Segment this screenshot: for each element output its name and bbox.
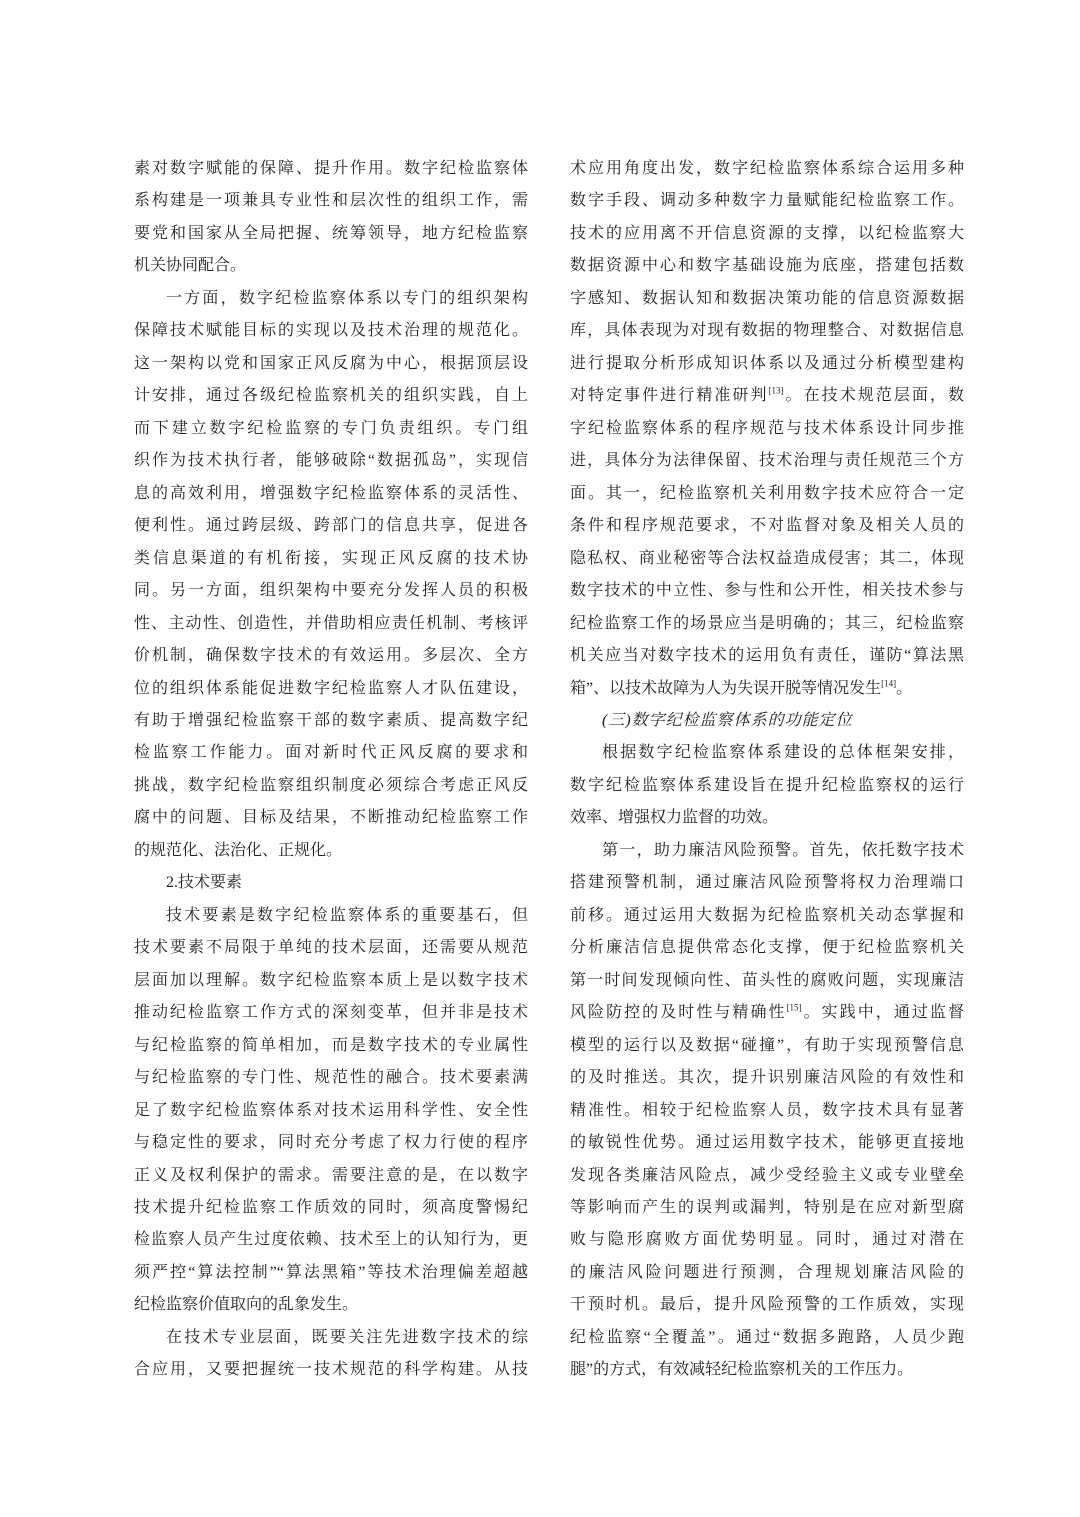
- text-line: 而下建立数字纪检监察的专门负责组织。专门组: [134, 419, 528, 437]
- text-line: 价机制，确保数字技术的有效运用。多层次、全方: [134, 647, 528, 665]
- text-line: 字感知、数据认知和数据决策功能的信息资源数据: [570, 289, 964, 307]
- text-line: 与稳定性的要求，同时充分考虑了权力行使的程序: [134, 1134, 528, 1152]
- text-line: 性、主动性、创造性，并借助相应责任机制、考核评: [134, 614, 528, 632]
- text-line: 便利性。通过跨层级、跨部门的信息共享，促进各: [134, 517, 528, 535]
- text-line: 隐私权、商业秘密等合法权益造成侵害；其二，体现: [570, 549, 964, 567]
- text-line: 进行提取分析形成知识体系以及通过分析模型建构: [570, 354, 964, 372]
- text-line: 术应用角度出发，数字纪检监察体系综合运用多种: [570, 160, 964, 177]
- text-line: 挑战，数字纪检监察组织制度必须综合考虑正风反: [134, 776, 528, 794]
- text-line: 数据资源中心和数字基础设施为底座，搭建包括数: [570, 257, 964, 275]
- text-line: 一方面，数字纪检监察体系以专门的组织架构: [166, 289, 528, 307]
- text-line: 搭建预警机制，通过廉洁风险预警将权力治理端口: [570, 874, 964, 892]
- text-line: 层面加以理解。数字纪检监察本质上是以数字技术: [134, 971, 528, 989]
- text-line: 在技术专业层面，既要关注先进数字技术的综: [166, 1328, 528, 1346]
- text-line: 的廉洁风险问题进行预测，合理规划廉洁风险的: [570, 1263, 964, 1281]
- text-line: 数字纪检监察体系建设旨在提升纪检监察权的运行: [570, 776, 964, 794]
- text-line: 有助于增强纪检监察干部的数字素质、提高数字纪: [134, 711, 528, 729]
- text-line: 这一架构以党和国家正风反腐为中心，根据顶层设: [134, 354, 528, 372]
- text-line: 模型的运行以及数据“碰撞”，有助于实现预警信息: [570, 1036, 964, 1054]
- text-line: 前移。通过运用大数据为纪检监察机关动态掌握和: [570, 906, 964, 924]
- text-line: 效率、增强权力监督的功效。: [570, 809, 779, 827]
- text-line: 数字手段、调动多种数字力量赋能纪检监察工作。: [570, 192, 964, 210]
- text-line: 的及时推送。其次，提升识别廉洁风险的有效性和: [570, 1069, 964, 1087]
- text-line: 技术提升纪检监察工作质效的同时，须高度警惕纪: [134, 1199, 528, 1216]
- text-line: 与纪检监察的专门性、规范性的融合。技术要素满: [134, 1069, 528, 1087]
- text-line: 合应用，又要把握统一技术规范的科学构建。从技: [134, 1361, 528, 1379]
- text-line: 机关协同配合。: [134, 257, 247, 275]
- subsection-heading-line: (三)数字纪检监察体系的功能定位: [602, 711, 853, 729]
- text-line: 素对数字赋能的保障、提升作用。数字纪检监察体: [134, 160, 528, 177]
- text-line: 风险防控的及时性与精确性[15]。实践中，通过监督: [570, 1002, 964, 1022]
- text-line: 第一时间发现倾向性、苗头性的腐败问题，实现廉洁: [570, 971, 964, 989]
- text-line: 纪检监察价值取向的乱象发生。: [134, 1296, 359, 1314]
- text-line: 纪检监察“全覆盖”。通过“数据多跑路，人员少跑: [570, 1328, 964, 1346]
- text-line: 位的组织体系能促进数字纪检监察人才队伍建设，: [134, 679, 528, 697]
- text-line: 息的高效利用，增强数字纪检监察体系的灵活性、: [134, 484, 528, 502]
- text-line: 根据数字纪检监察体系建设的总体框架安排，: [602, 744, 964, 762]
- footnote-ref: [15]: [786, 1002, 802, 1013]
- text-line: 的规范化、法治化、正规化。: [134, 841, 343, 859]
- text-line: 干预时机。最后，提升风险预警的工作质效，实现: [570, 1296, 964, 1314]
- text-line: 检监察工作能力。面对新时代正风反腐的要求和: [134, 744, 528, 762]
- text-line: 机关应当对数字技术的运用负有责任，谨防“算法黑: [570, 647, 964, 665]
- footnote-ref: [13]: [768, 385, 784, 396]
- text-line: 精准性。相较于纪检监察人员，数字技术具有显著: [570, 1101, 964, 1119]
- text-line: 第一，助力廉洁风险预警。首先，依托数字技术: [602, 841, 964, 859]
- text-line: 箱”、以技术故障为人为失误开脱等情况发生[14]。: [570, 678, 913, 697]
- text-line: 纪检监察工作的场景应当是明确的；其三，纪检监察: [570, 614, 964, 632]
- footnote-ref: [14]: [881, 678, 897, 689]
- text-line: 对特定事件进行精准研判[13]。在技术规范层面，数: [570, 385, 964, 405]
- text-line: 织作为技术执行者，能够破除“数据孤岛”，实现信: [134, 452, 528, 470]
- text-line: 技术的应用离不开信息资源的支撑，以纪检监察大: [570, 224, 964, 242]
- text-line: 保障技术赋能目标的实现以及技术治理的规范化。: [134, 322, 528, 340]
- text-line: 等影响而产生的误判或漏判，特别是在应对新型腐: [570, 1199, 964, 1216]
- text-line: 要党和国家从全局把握、统筹领导，地方纪检监察: [134, 224, 528, 242]
- text-line: 进，具体分为法律保留、技术治理与责任规范三个方: [570, 452, 964, 470]
- text-line: 数字技术的中立性、参与性和公开性，相关技术参与: [570, 582, 964, 600]
- left-text-column: [134, 153, 528, 1387]
- text-line: 检监察人员产生过度依赖、技术至上的认知行为，更: [134, 1231, 528, 1249]
- text-line: 同。另一方面，组织架构中要充分发挥人员的积极: [134, 582, 528, 600]
- text-line: 推动纪检监察工作方式的深刻变革，但并非是技术: [134, 1004, 528, 1022]
- text-line: 正义及权利保护的需求。需要注意的是，在以数字: [134, 1166, 528, 1184]
- text-line: 足了数字纪检监察体系对技术运用科学性、安全性: [134, 1101, 528, 1119]
- text-line: 计安排，通过各级纪检监察机关的组织实践，自上: [134, 387, 528, 405]
- text-line: 系构建是一项兼具专业性和层次性的组织工作，需: [134, 192, 528, 210]
- text-line: 字纪检监察体系的程序规范与技术体系设计同步推: [570, 419, 964, 437]
- text-line: 腿”的方式，有效减轻纪检监察机关的工作压力。: [570, 1361, 914, 1379]
- text-line: 库，具体表现为对现有数据的物理整合、对数据信息: [570, 322, 964, 340]
- text-line: 的敏锐性优势。通过运用数字技术，能够更直接地: [570, 1134, 964, 1152]
- text-line: 条件和程序规范要求，不对监督对象及相关人员的: [570, 517, 964, 535]
- text-line: 败与隐形腐败方面优势明显。同时，通过对潜在: [570, 1231, 964, 1249]
- text-line: 技术要素不局限于单纯的技术层面，还需要从规范: [134, 939, 528, 957]
- text-line: 腐中的问题、目标及结果，不断推动纪检监察工作: [134, 809, 528, 827]
- text-line: 分析廉洁信息提供常态化支撑，便于纪检监察机关: [570, 939, 964, 957]
- text-line: 类信息渠道的有机衔接，实现正风反腐的技术协: [134, 549, 528, 567]
- text-line: 技术要素是数字纪检监察体系的重要基石，但: [166, 906, 528, 924]
- text-line: 面。其一，纪检监察机关利用数字技术应符合一定: [570, 484, 964, 502]
- right-text-column: [570, 153, 964, 1387]
- text-line: 须严控“算法控制”“算法黑箱”等技术治理偏差超越: [134, 1263, 528, 1281]
- text-line: 2.技术要素: [166, 874, 243, 892]
- text-line: 发现各类廉洁风险点，减少受经验主义或专业壁垒: [570, 1166, 964, 1184]
- text-line: 与纪检监察的简单相加，而是数字技术的专业属性: [134, 1036, 528, 1054]
